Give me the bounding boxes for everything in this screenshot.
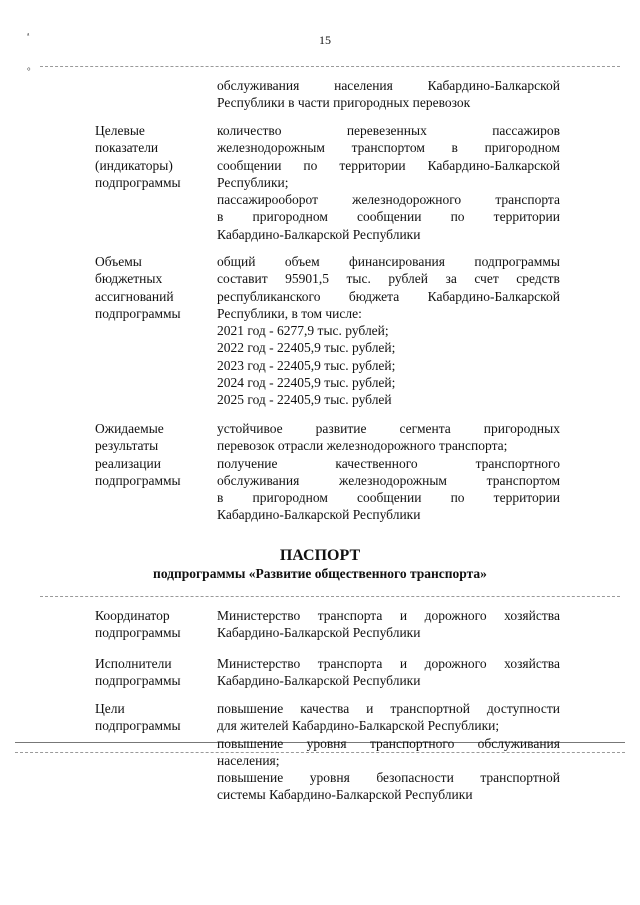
- label-line: Объемы: [95, 254, 142, 269]
- text-line: Республики;: [217, 174, 289, 190]
- text-line: пассажирооборот железнодорожного транспорта: [217, 192, 560, 208]
- text-line: повышение качества и транспортной доступности: [217, 701, 560, 716]
- text-line: Кабардино-Балкарской Республики: [217, 507, 421, 523]
- text-line: Кабардино-Балкарской Республики: [217, 625, 421, 641]
- text-line: перевозок отрасли железнодорожного транспорта;: [217, 438, 508, 454]
- scan-line: [40, 596, 620, 597]
- text-line: количество перевезенных пассажиров: [217, 123, 560, 138]
- passport-title: ПАСПОРТ: [279, 547, 361, 564]
- text-line: Министерство транспорта и дорожного хозяйства: [217, 608, 560, 623]
- row-label-results: [95, 420, 207, 489]
- text-line: Республики, в том числе:: [217, 305, 362, 321]
- label-line: Цели: [95, 701, 125, 716]
- text-line: общий объем финансирования подпрограммы: [217, 254, 560, 269]
- label-line: результаты: [95, 438, 159, 454]
- row-value-indicators: [217, 122, 560, 243]
- row-label-indicators: [95, 122, 207, 191]
- text-line: обслуживания населения Кабардино-Балкарской: [217, 78, 560, 93]
- row-label-coordinator: [95, 607, 207, 642]
- page-number: 15: [319, 33, 331, 47]
- scan-mark-top: ᵃ: [27, 30, 30, 40]
- scan-line: [40, 66, 620, 67]
- continued-value: [217, 77, 560, 112]
- label-line: подпрограммы: [95, 174, 181, 190]
- text-line: Министерство транспорта и дорожного хозяйства: [217, 656, 560, 671]
- label-line: Исполнители: [95, 656, 172, 671]
- text-line: республиканского бюджета Кабардино-Балкарской: [217, 288, 560, 304]
- label-line: подпрограммы: [95, 625, 181, 641]
- passport-subtitle: подпрограммы «Развитие общественного транспорта»: [153, 566, 487, 581]
- row-label-budget: [95, 253, 207, 322]
- text-line: 2025 год - 22405,9 тыс. рублей: [217, 392, 392, 408]
- label-line: подпрограммы: [95, 472, 181, 488]
- text-line: системы Кабардино-Балкарской Республики: [217, 787, 473, 803]
- label-line: подпрограммы: [95, 305, 181, 321]
- text-line: Кабардино-Балкарской Республики: [217, 226, 421, 242]
- text-line: 2021 год - 6277,9 тыс. рублей;: [217, 323, 389, 339]
- text-line: повышение уровня транспортного обслуживания: [217, 735, 560, 751]
- label-line: Ожидаемые: [95, 421, 164, 436]
- text-line: 2022 год - 22405,9 тыс. рублей;: [217, 340, 396, 356]
- text-line: в пригородном сообщении по территории: [217, 490, 560, 506]
- text-line: 2023 год - 22405,9 тыс. рублей;: [217, 357, 396, 373]
- label-line: бюджетных: [95, 271, 163, 287]
- text-line: населения;: [217, 752, 280, 768]
- text-line: сообщении по территории Кабардино-Балкарской: [217, 157, 560, 173]
- scan-mark-left: °: [27, 66, 31, 76]
- text-line: получение качественного транспортного: [217, 455, 560, 471]
- text-line: для жителей Кабардино-Балкарской Республики;: [217, 718, 500, 734]
- text-line: повышение уровня безопасности транспортной: [217, 770, 560, 786]
- label-line: ассигнований: [95, 288, 174, 304]
- label-line: реализации: [95, 455, 161, 471]
- text-line: Республики в части пригородных перевозок: [217, 95, 471, 111]
- label-line: (индикаторы): [95, 157, 173, 173]
- text-line: железнодорожным транспортом в пригородном: [217, 140, 560, 156]
- row-value-coordinator: [217, 607, 560, 642]
- row-label-goals: [95, 700, 207, 735]
- row-value-results: [217, 420, 560, 524]
- text-line: в пригородном сообщении по территории: [217, 209, 560, 225]
- text-line: обслуживания железнодорожным транспортом: [217, 472, 560, 488]
- text-line: составит 95901,5 тыс. рублей за счет средств: [217, 271, 560, 287]
- row-value-goals: [217, 700, 560, 804]
- row-value-budget: [217, 253, 560, 409]
- label-line: показатели: [95, 140, 159, 156]
- row-value-executors: [217, 655, 560, 690]
- text-line: Кабардино-Балкарской Республики: [217, 673, 421, 689]
- label-line: подпрограммы: [95, 718, 181, 734]
- row-label-executors: [95, 655, 207, 690]
- label-line: Координатор: [95, 608, 170, 623]
- text-line: устойчивое развитие сегмента пригородных: [217, 421, 560, 436]
- label-line: Целевые: [95, 123, 145, 138]
- text-line: 2024 год - 22405,9 тыс. рублей;: [217, 375, 396, 391]
- label-line: подпрограммы: [95, 673, 181, 689]
